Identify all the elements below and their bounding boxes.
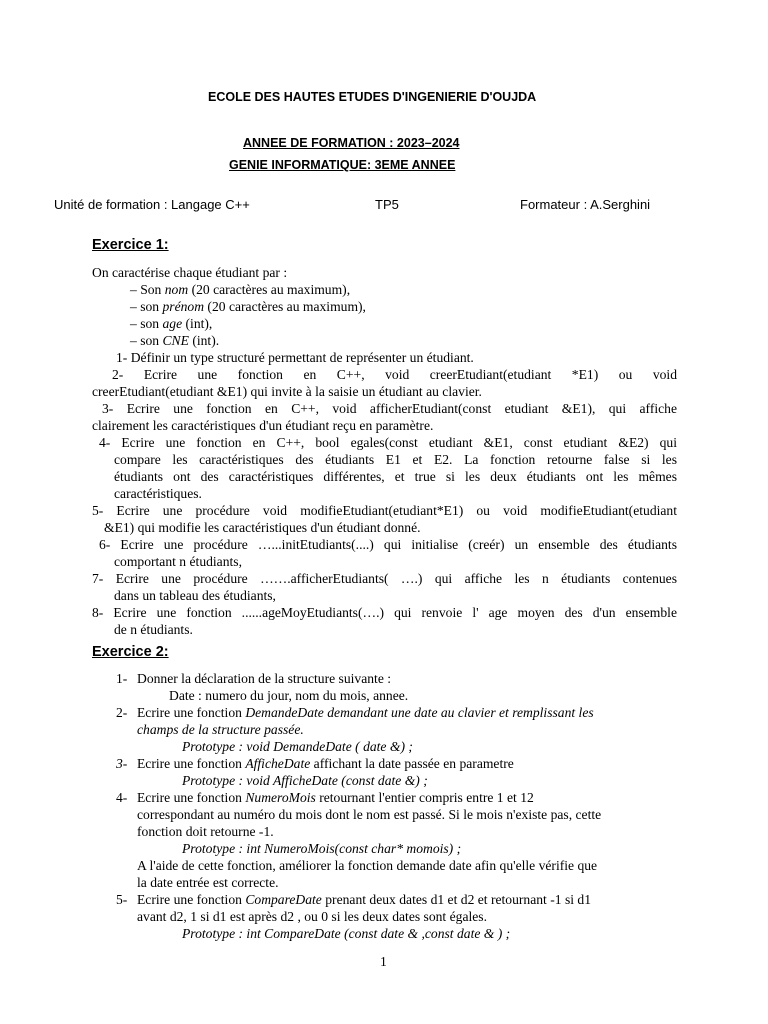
ex1-question-7-cont: dans un tableau des étudiants, bbox=[114, 588, 276, 603]
ex2-question-4-cont4: la date entrée est correcte. bbox=[137, 875, 279, 890]
ex1-bullet-age: – son age (int), bbox=[130, 316, 213, 331]
school-title: ECOLE DES HAUTES ETUDES D'INGENIERIE D'OUJDA bbox=[208, 90, 537, 104]
unit-label: Unité de formation : Langage C++ bbox=[54, 197, 250, 212]
ex2-question-5-cont: avant d2, 1 si d1 est après d2 , ou 0 si les deux dates sont égales. bbox=[137, 909, 487, 924]
ex1-question-4-cont3: caractéristiques. bbox=[114, 486, 202, 501]
ex1-question-7: 7- Ecrire une procédure …….afficherEtudiants( ….) qui affiche les n étudiants contenues bbox=[92, 571, 677, 586]
ex2-prototype-5: Prototype : int CompareDate (const date & ,const date & ) ; bbox=[182, 926, 511, 941]
ex1-question-6: 6- Ecrire une procédure …...initEtudiants(....) qui initialise (creér) un ensemble des étudiants bbox=[99, 537, 677, 552]
ex1-question-8-cont: de n étudiants. bbox=[114, 622, 193, 637]
ex2-question-2: Ecrire une fonction DemandeDate demandant une date au clavier et remplissant les bbox=[137, 705, 594, 720]
ex1-question-6-cont: comportant n étudiants, bbox=[114, 554, 242, 569]
ex2-prototype-2: Prototype : void DemandeDate ( date &) ; bbox=[182, 739, 413, 754]
ex2-question-1: Donner la déclaration de la structure suivante : bbox=[137, 671, 392, 686]
ex2-question-4-cont1: correspondant au numéro du mois dont le nom est passé. Si le mois n'existe pas, cette bbox=[137, 807, 602, 822]
ex1-intro: On caractérise chaque étudiant par : bbox=[92, 265, 288, 280]
trainer-label: Formateur : A.Serghini bbox=[520, 197, 651, 212]
ex1-question-3: 3- Ecrire une fonction en C++, void afficherEtudiant(const etudiant &E1), qui affiche bbox=[102, 401, 677, 416]
program-title: GENIE INFORMATIQUE: 3EME ANNEE bbox=[229, 158, 456, 172]
ex1-question-4-cont2: étudiants ont des caractéristiques différentes, et true si les deux étudiants ont les mêmes bbox=[114, 469, 677, 484]
ex2-question-5: Ecrire une fonction CompareDate prenant deux dates d1 et d2 et retournant -1 si d1 bbox=[137, 892, 592, 907]
exercise-2-title: Exercice 2: bbox=[92, 644, 169, 660]
ex2-num-4: 4- bbox=[116, 790, 128, 805]
training-year: ANNEE DE FORMATION : 2023–2024 bbox=[243, 136, 460, 150]
ex1-question-4: 4- Ecrire une fonction en C++, bool egales(const etudiant &E1, const etudiant &E2) qui bbox=[99, 435, 677, 450]
ex1-question-5-cont: &E1) qui modifie les caractéristiques d'un étudiant donné. bbox=[104, 520, 421, 535]
page-number: 1 bbox=[380, 954, 387, 969]
ex1-question-2-cont: creerEtudiant(etudiant &E1) qui invite à la saisie un étudiant au clavier. bbox=[92, 384, 482, 399]
ex2-num-2: 2- bbox=[116, 705, 128, 720]
ex2-question-4: Ecrire une fonction NumeroMois retournant l'entier compris entre 1 et 12 bbox=[137, 790, 534, 805]
ex2-num-5: 5- bbox=[116, 892, 128, 907]
ex2-prototype-4: Prototype : int NumeroMois(const char* momois) ; bbox=[182, 841, 462, 856]
ex1-question-5: 5- Ecrire une procédure void modifieEtudiant(etudiant*E1) ou void modifieEtudiant(etudiant bbox=[92, 503, 677, 518]
ex1-question-4-cont1: compare les caractéristiques des étudiants E1 et E2. La fonction retourne false si les bbox=[114, 452, 677, 467]
ex1-bullet-prenom: – son prénom (20 caractères au maximum), bbox=[130, 299, 366, 314]
ex2-question-1-cont: Date : numero du jour, nom du mois, annee. bbox=[169, 688, 409, 703]
ex2-question-3: Ecrire une fonction AfficheDate affichant la date passée en parametre bbox=[137, 756, 514, 771]
ex2-question-2-cont: champs de la structure passée. bbox=[137, 722, 304, 737]
ex1-question-8: 8- Ecrire une fonction ......ageMoyEtudiants(….) qui renvoie l' age moyen des d'un ensemble bbox=[92, 605, 677, 620]
tp-label: TP5 bbox=[375, 197, 399, 212]
ex1-question-2: 2- Ecrire une fonction en C++, void creerEtudiant(etudiant *E1) ou void bbox=[112, 367, 677, 382]
ex2-prototype-3: Prototype : void AfficheDate (const date &) ; bbox=[182, 773, 428, 788]
ex2-question-4-cont3: A l'aide de cette fonction, améliorer la fonction demande date afin qu'elle vérifie que bbox=[137, 858, 598, 873]
exercise-1-title: Exercice 1: bbox=[92, 237, 169, 253]
ex2-num-3: 3- bbox=[116, 756, 128, 771]
ex1-question-3-cont: clairement les caractéristiques d'un étudiant reçu en paramètre. bbox=[92, 418, 434, 433]
ex2-num-1: 1- bbox=[116, 671, 128, 686]
ex1-question-1: 1- Définir un type structuré permettant de représenter un étudiant. bbox=[116, 350, 474, 365]
ex1-bullet-cne: – son CNE (int). bbox=[130, 333, 220, 348]
ex1-bullet-nom: – Son nom (20 caractères au maximum), bbox=[130, 282, 351, 297]
ex2-question-4-cont2: fonction doit retourne -1. bbox=[137, 824, 274, 839]
